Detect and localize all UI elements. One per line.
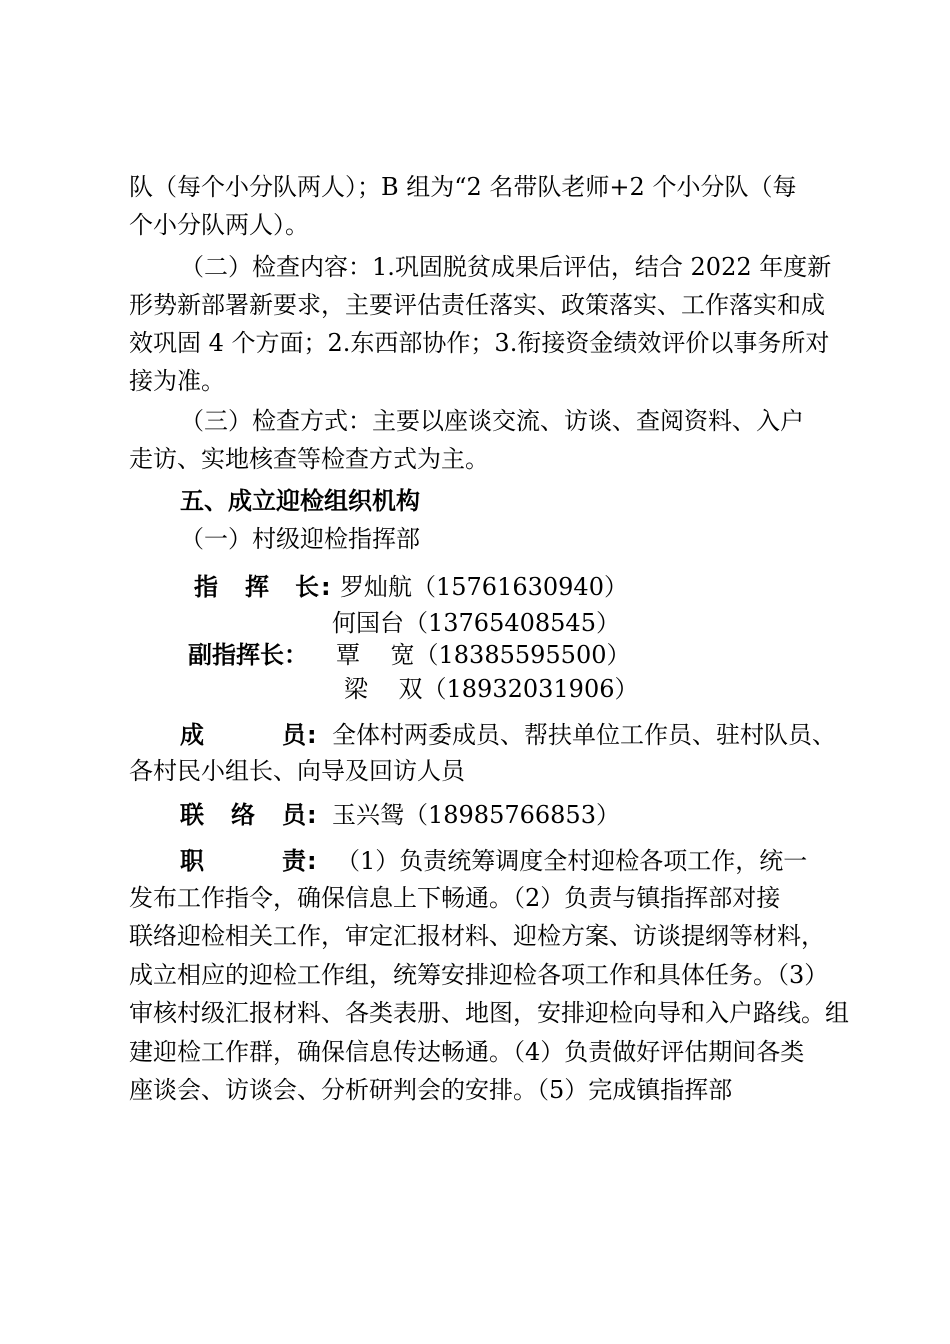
members-value: 各村民小组长、向导及回访人员 [129,757,465,785]
members-value: 全体村两委成员、帮扶单位工作员、驻村队员、 [332,721,836,749]
duties-text: 审核村级汇报材料、各类表册、地图，安排迎检向导和入户路线。组 [129,999,849,1027]
paragraph-line: 接为准。 [129,367,225,395]
paragraph-line: 个小分队两人）。 [129,211,309,239]
deputy-name: 梁 双（18932031906） [344,675,639,703]
paragraph-line: 队（每个小分队两人）；B 组为“2 名带队老师+2 个小分队（每 [129,173,797,201]
commander-name: 何国台（13765408545） [332,609,620,637]
paragraph-line: 效巩固 4 个方面；2.东西部协作；3.衔接资金绩效评价以事务所对 [129,329,830,357]
liaison-value: 玉兴鸳（18985766853） [332,801,620,829]
commander-name: 罗灿航（15761630940） [340,573,628,601]
paragraph-line: 形势新部署新要求，主要评估责任落实、政策落实、工作落实和成 [129,291,825,319]
duties-text: 座谈会、访谈会、分析研判会的安排。（5）完成镇指挥部 [129,1076,733,1104]
duties-text: 成立相应的迎检工作组，统筹安排迎检各项工作和具体任务。（3） [129,961,829,989]
paragraph-line: 走访、实地核查等检查方式为主。 [129,445,489,473]
deputy-name: 覃 宽（18385595500） [336,641,631,669]
subsection-heading: （一）村级迎检指挥部 [180,525,420,553]
duties-text: 发布工作指令，确保信息上下畅通。（2）负责与镇指挥部对接 [129,884,781,912]
duties-text: （1）负责统筹调度全村迎检各项工作，统一 [336,847,808,875]
section-heading: 五、成立迎检组织机构 [180,487,420,515]
deputy-label: 副指挥长： [188,641,308,669]
paragraph-line: （三）检查方式：主要以座谈交流、访谈、查阅资料、入户 [180,407,804,435]
duties-text: 联络迎检相关工作，审定汇报材料、迎检方案、访谈提纲等材料， [129,922,825,950]
paragraph-line: （二）检查内容：1.巩固脱贫成果后评估，结合 2022 年度新 [180,253,832,281]
duties-text: 建迎检工作群，确保信息传达畅通。（4）负责做好评估期间各类 [129,1038,805,1066]
